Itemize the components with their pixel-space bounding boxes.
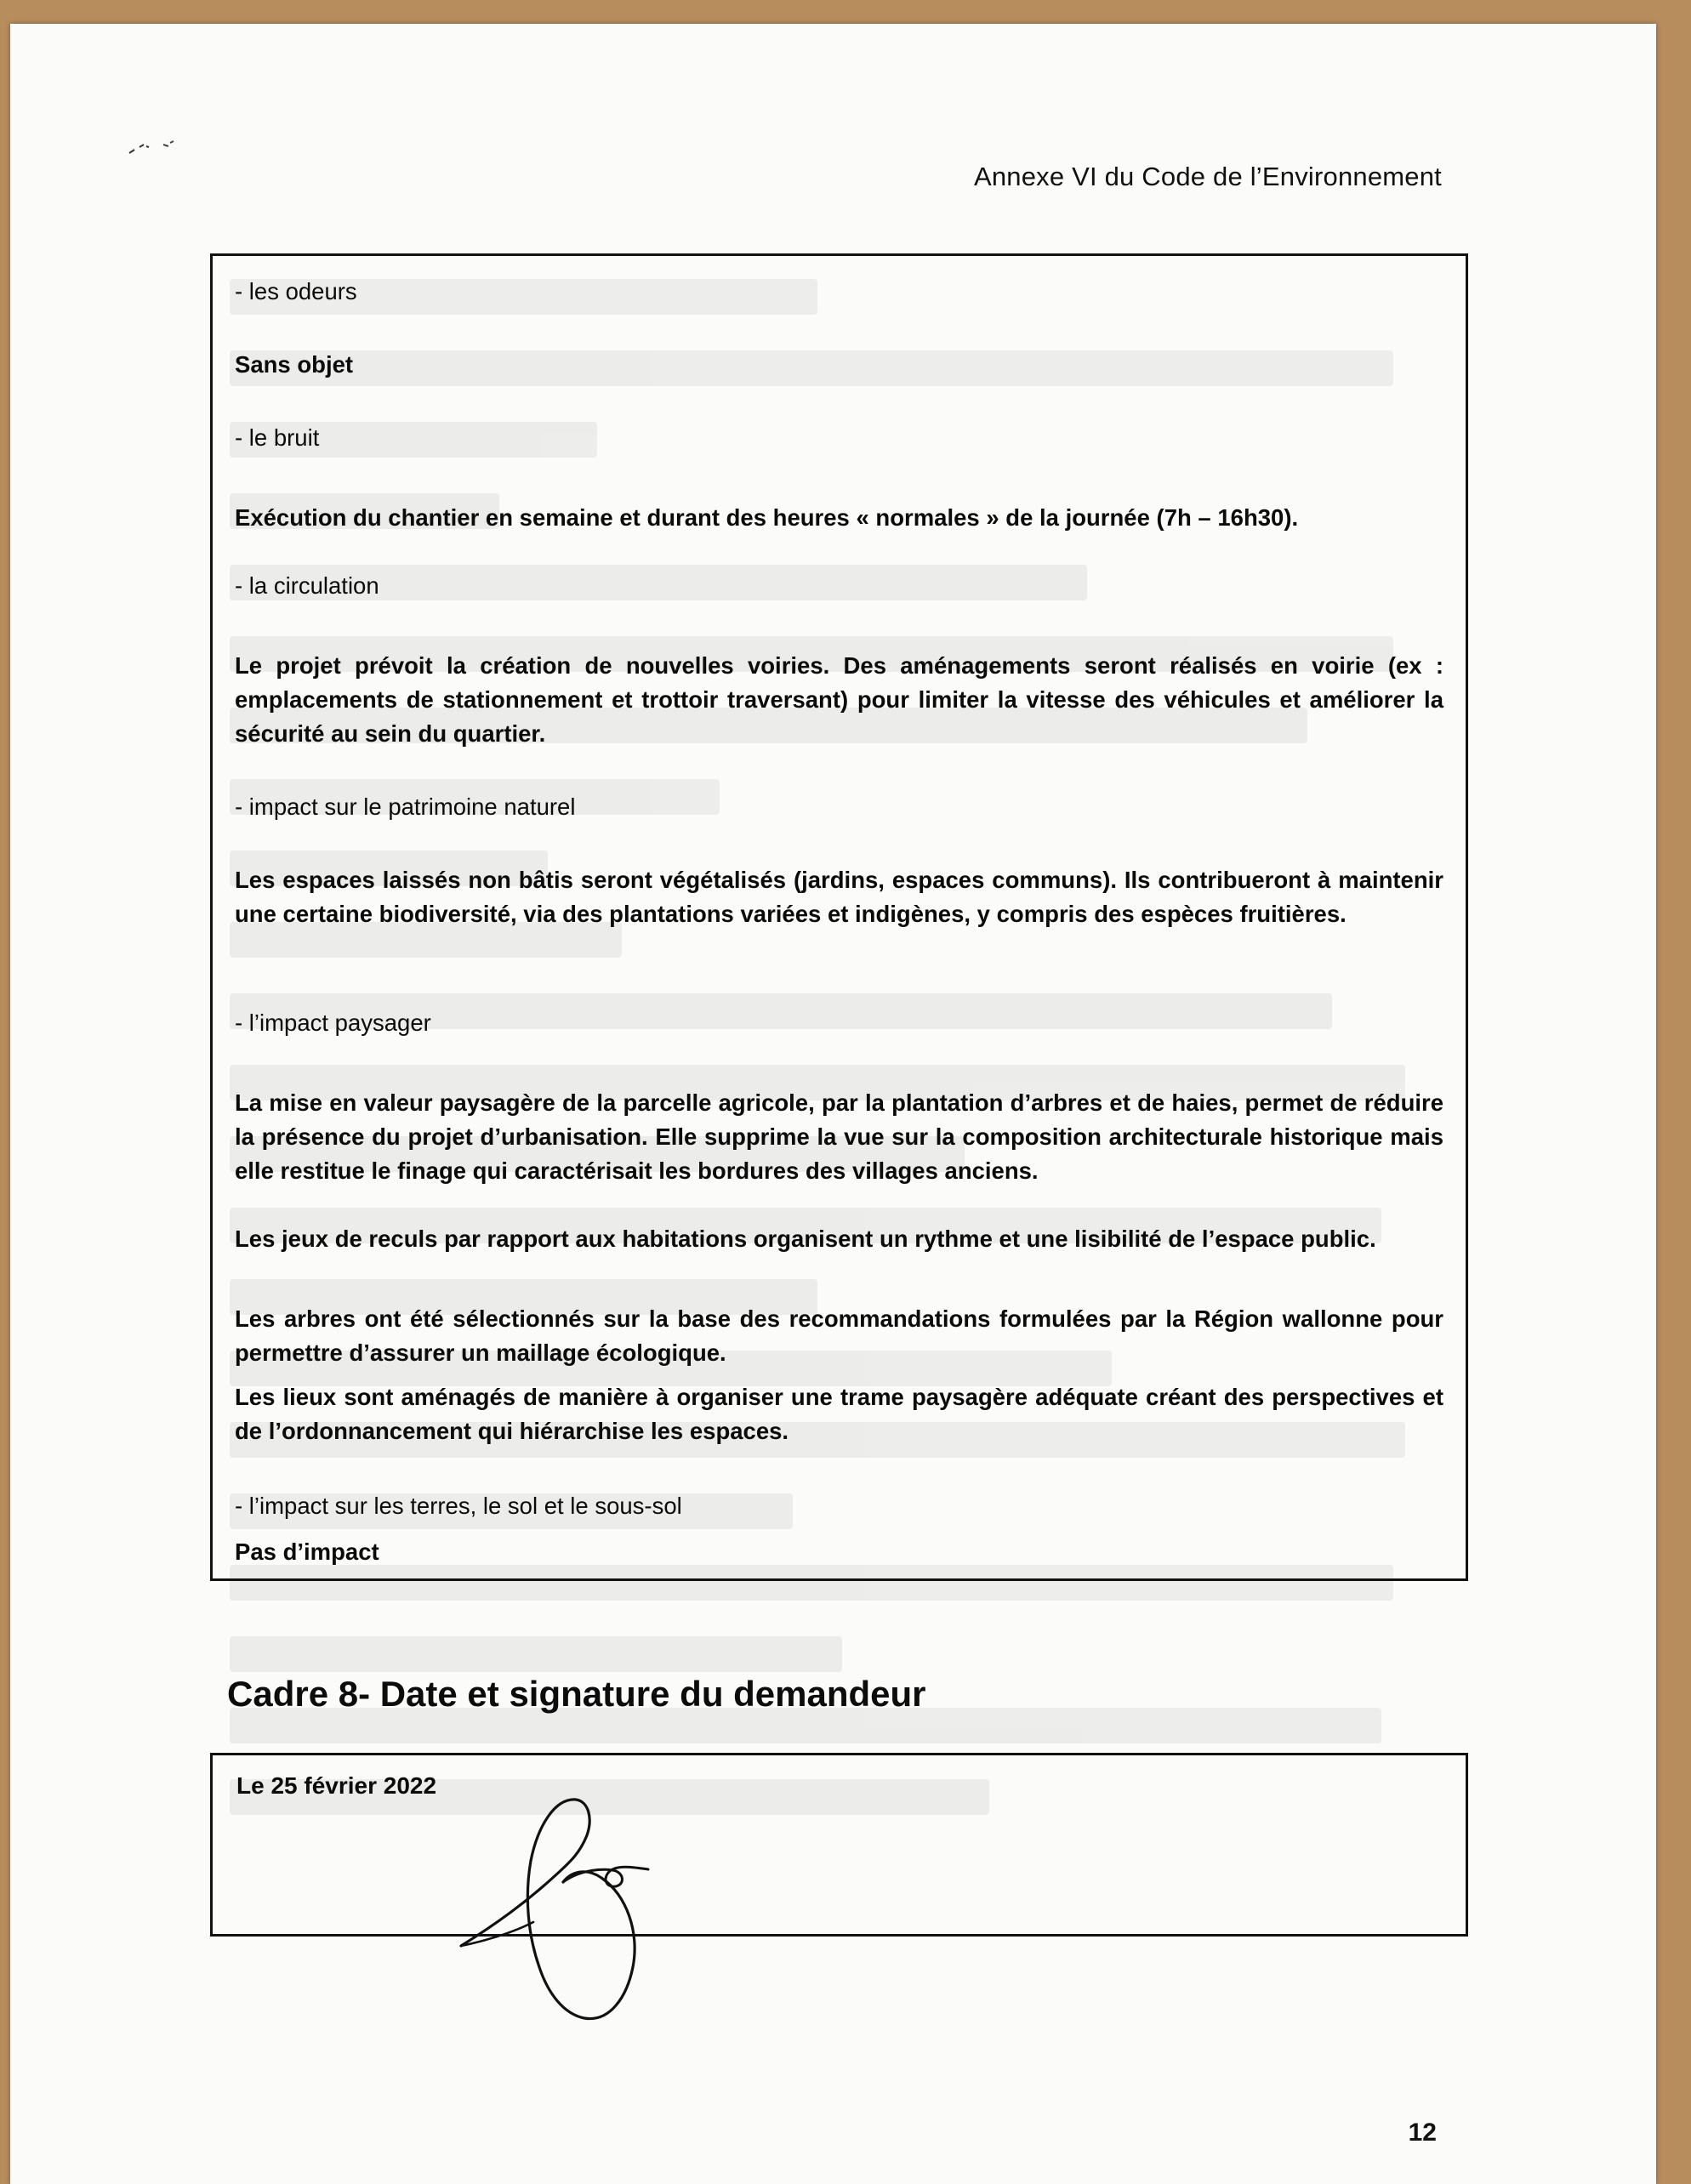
paysager-answer-1: La mise en valeur paysagère de la parcelle agricole, par la plantation d’arbres et de haies, permet de réduire la présence du projet d’urbanisation. Elle supprime la vue sur la composition architecturale historique mais elle restitue le finage qui caractérisait les bordures des villages anciens.	[235, 1089, 1443, 1184]
annex-reference: Annexe VI du Code de l’Environnement	[973, 162, 1442, 191]
paysager-answer-3: Les arbres ont été sélectionnés sur la base des recommandations formulées par la Région wallonne pour permettre d’assurer un maillage écologique.	[235, 1305, 1443, 1366]
signature-date: Le 25 février 2022	[236, 1772, 437, 1799]
bruit-label: - le bruit	[235, 424, 320, 451]
odeurs-answer: Sans objet	[235, 351, 354, 378]
circulation-label: - la circulation	[235, 572, 379, 599]
signature-box	[210, 1753, 1468, 1937]
patrimoine-label: - impact sur le patrimoine naturel	[235, 793, 576, 820]
paper-specks	[87, 109, 206, 177]
terres-answer: Pas d’impact	[235, 1538, 379, 1565]
page-number: 12	[1408, 2119, 1437, 2147]
paysager-answer-2: Les jeux de reculs par rapport aux habitations organisent un rythme et une lisibilité de l’espace public.	[235, 1226, 1376, 1252]
bruit-answer: Exécution du chantier en semaine et durant des heures « normales » de la journée (7h – 16h30).	[235, 504, 1299, 531]
cadre-7-effects-box	[210, 253, 1468, 1581]
paysager-label: - l’impact paysager	[235, 1010, 431, 1036]
cadre-8-title: Cadre 8- Date et signature du demandeur	[227, 1674, 926, 1714]
odeurs-label: - les odeurs	[235, 278, 357, 304]
handwritten-signature	[436, 1776, 691, 2031]
paysager-answer-4: Les lieux sont aménagés de manière à organiser une trame paysagère adéquate créant des perspectives et de l’ordonnancement qui hiérarchise les espaces.	[235, 1384, 1443, 1444]
terres-label: - l’impact sur les terres, le sol et le sous-sol	[235, 1493, 682, 1519]
patrimoine-answer: Les espaces laissés non bâtis seront végétalisés (jardins, espaces communs). Ils contribueront à maintenir une certaine biodiversité, via des plantations variées et indigènes, y compris des espèces fruitières.	[235, 867, 1443, 927]
circulation-answer: Le projet prévoit la création de nouvelles voiries. Des aménagements seront réalisés en voirie (ex : emplacements de stationnement et trottoir traversant) pour limiter la vitesse des véhicules et améliorer la sécurité au sein du quartier.	[235, 652, 1443, 747]
document-page	[10, 24, 1656, 2184]
